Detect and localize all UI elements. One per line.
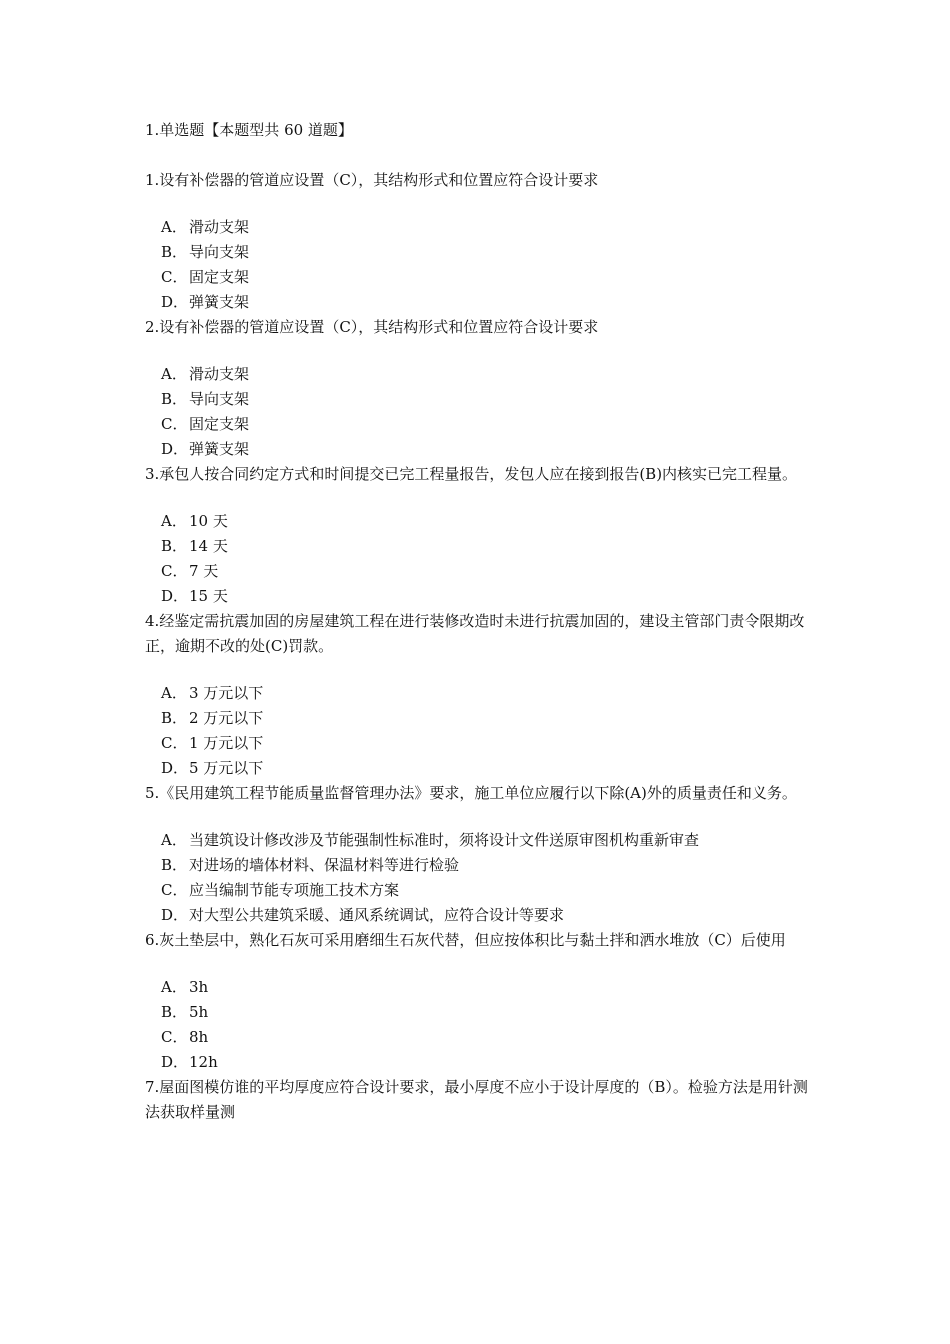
- option-key: A．: [161, 831, 187, 849]
- question-text: 4.经鉴定需抗震加固的房屋建筑工程在进行装修改造时未进行抗震加固的，建设主管部门责令限期改正，逾期不改的处(C)罚款。: [145, 612, 805, 655]
- option-key: A．: [161, 978, 187, 996]
- answer-option: [161, 412, 810, 437]
- option-text: 8h: [189, 1028, 209, 1046]
- question-4: [145, 609, 810, 781]
- answer-option: [161, 706, 810, 731]
- question-5: [145, 781, 810, 928]
- option-key: D．: [161, 759, 189, 777]
- option-text: 10 天: [189, 512, 228, 530]
- option-text: 弹簧支架: [189, 440, 250, 458]
- option-text: 5h: [189, 1003, 209, 1021]
- option-key: C．: [161, 415, 188, 433]
- question-text: 3.承包人按合同约定方式和时间提交已完工程量报告，发包人应在接到报告(B)内核实已完工程量。: [145, 465, 798, 483]
- answer-option: [161, 265, 810, 290]
- section-title: 1.单选题【本题型共 60 道题】: [145, 121, 353, 139]
- question-1: [145, 168, 810, 315]
- answer-option: [161, 975, 810, 1000]
- option-list: [145, 828, 810, 928]
- answer-option: [161, 878, 810, 903]
- option-text: 15 天: [189, 587, 228, 605]
- option-text: 导向支架: [189, 390, 250, 408]
- question-text: 6.灰土垫层中，熟化石灰可采用磨细生石灰代替，但应按体积比与黏土拌和洒水堆放（C）后使用: [145, 931, 786, 949]
- option-key: D．: [161, 293, 189, 311]
- question-text: 1.设有补偿器的管道应设置（C），其结构形式和位置应符合设计要求: [145, 171, 599, 189]
- option-key: A．: [161, 512, 187, 530]
- answer-option: [161, 1000, 810, 1025]
- option-text: 对大型公共建筑采暖、通风系统调试，应符合设计等要求: [189, 906, 565, 924]
- question-text: 7.屋面图模仿谁的平均厚度应符合设计要求，最小厚度不应小于设计厚度的（B）。检验方法是用针测法获取样量测: [145, 1078, 808, 1121]
- option-key: C．: [161, 268, 188, 286]
- question-list: [145, 168, 810, 1125]
- answer-option: [161, 756, 810, 781]
- question-2: [145, 315, 810, 462]
- option-text: 5 万元以下: [189, 759, 264, 777]
- option-text: 滑动支架: [189, 218, 250, 236]
- answer-option: [161, 584, 810, 609]
- option-key: B．: [161, 1003, 188, 1021]
- option-text: 对进场的墙体材料、保温材料等进行检验: [189, 856, 460, 874]
- option-key: B．: [161, 390, 188, 408]
- option-key: D．: [161, 587, 189, 605]
- question-text: 2.设有补偿器的管道应设置（C），其结构形式和位置应符合设计要求: [145, 318, 599, 336]
- answer-option: [161, 534, 810, 559]
- option-text: 固定支架: [189, 415, 250, 433]
- answer-option: [161, 215, 810, 240]
- option-text: 弹簧支架: [189, 293, 250, 311]
- option-list: [145, 362, 810, 462]
- answer-option: [161, 362, 810, 387]
- question-6: [145, 928, 810, 1075]
- option-key: B．: [161, 243, 188, 261]
- answer-option: [161, 240, 810, 265]
- answer-option: [161, 731, 810, 756]
- option-key: C．: [161, 734, 188, 752]
- option-key: A．: [161, 218, 187, 236]
- question-7: [145, 1075, 810, 1125]
- answer-option: [161, 681, 810, 706]
- answer-option: [161, 437, 810, 462]
- document-page: [145, 118, 810, 1147]
- option-key: C．: [161, 562, 188, 580]
- option-text: 12h: [189, 1053, 218, 1071]
- option-list: [145, 975, 810, 1075]
- option-text: 1 万元以下: [189, 734, 264, 752]
- option-text: 导向支架: [189, 243, 250, 261]
- answer-option: [161, 290, 810, 315]
- option-text: 当建筑设计修改涉及节能强制性标准时，须将设计文件送原审图机构重新审查: [189, 831, 700, 849]
- option-text: 3 万元以下: [189, 684, 264, 702]
- option-key: D．: [161, 906, 189, 924]
- option-text: 2 万元以下: [189, 709, 264, 727]
- option-text: 3h: [189, 978, 209, 996]
- answer-option: [161, 387, 810, 412]
- answer-option: [161, 853, 810, 878]
- option-key: B．: [161, 856, 188, 874]
- option-list: [145, 215, 810, 315]
- option-key: D．: [161, 1053, 189, 1071]
- question-text: 5.《民用建筑工程节能质量监督管理办法》要求，施工单位应履行以下除(A)外的质量责任和义务。: [145, 784, 797, 802]
- answer-option: [161, 559, 810, 584]
- option-key: A．: [161, 365, 187, 383]
- option-key: B．: [161, 537, 188, 555]
- option-text: 7 天: [189, 562, 219, 580]
- option-list: [145, 681, 810, 781]
- option-list: [145, 509, 810, 609]
- option-text: 滑动支架: [189, 365, 250, 383]
- option-key: B．: [161, 709, 188, 727]
- option-text: 14 天: [189, 537, 228, 555]
- answer-option: [161, 1050, 810, 1075]
- option-key: C．: [161, 1028, 188, 1046]
- answer-option: [161, 828, 810, 853]
- option-text: 固定支架: [189, 268, 250, 286]
- question-3: [145, 462, 810, 609]
- answer-option: [161, 509, 810, 534]
- option-key: C．: [161, 881, 188, 899]
- option-text: 应当编制节能专项施工技术方案: [189, 881, 400, 899]
- option-key: A．: [161, 684, 187, 702]
- option-key: D．: [161, 440, 189, 458]
- answer-option: [161, 1025, 810, 1050]
- answer-option: [161, 903, 810, 928]
